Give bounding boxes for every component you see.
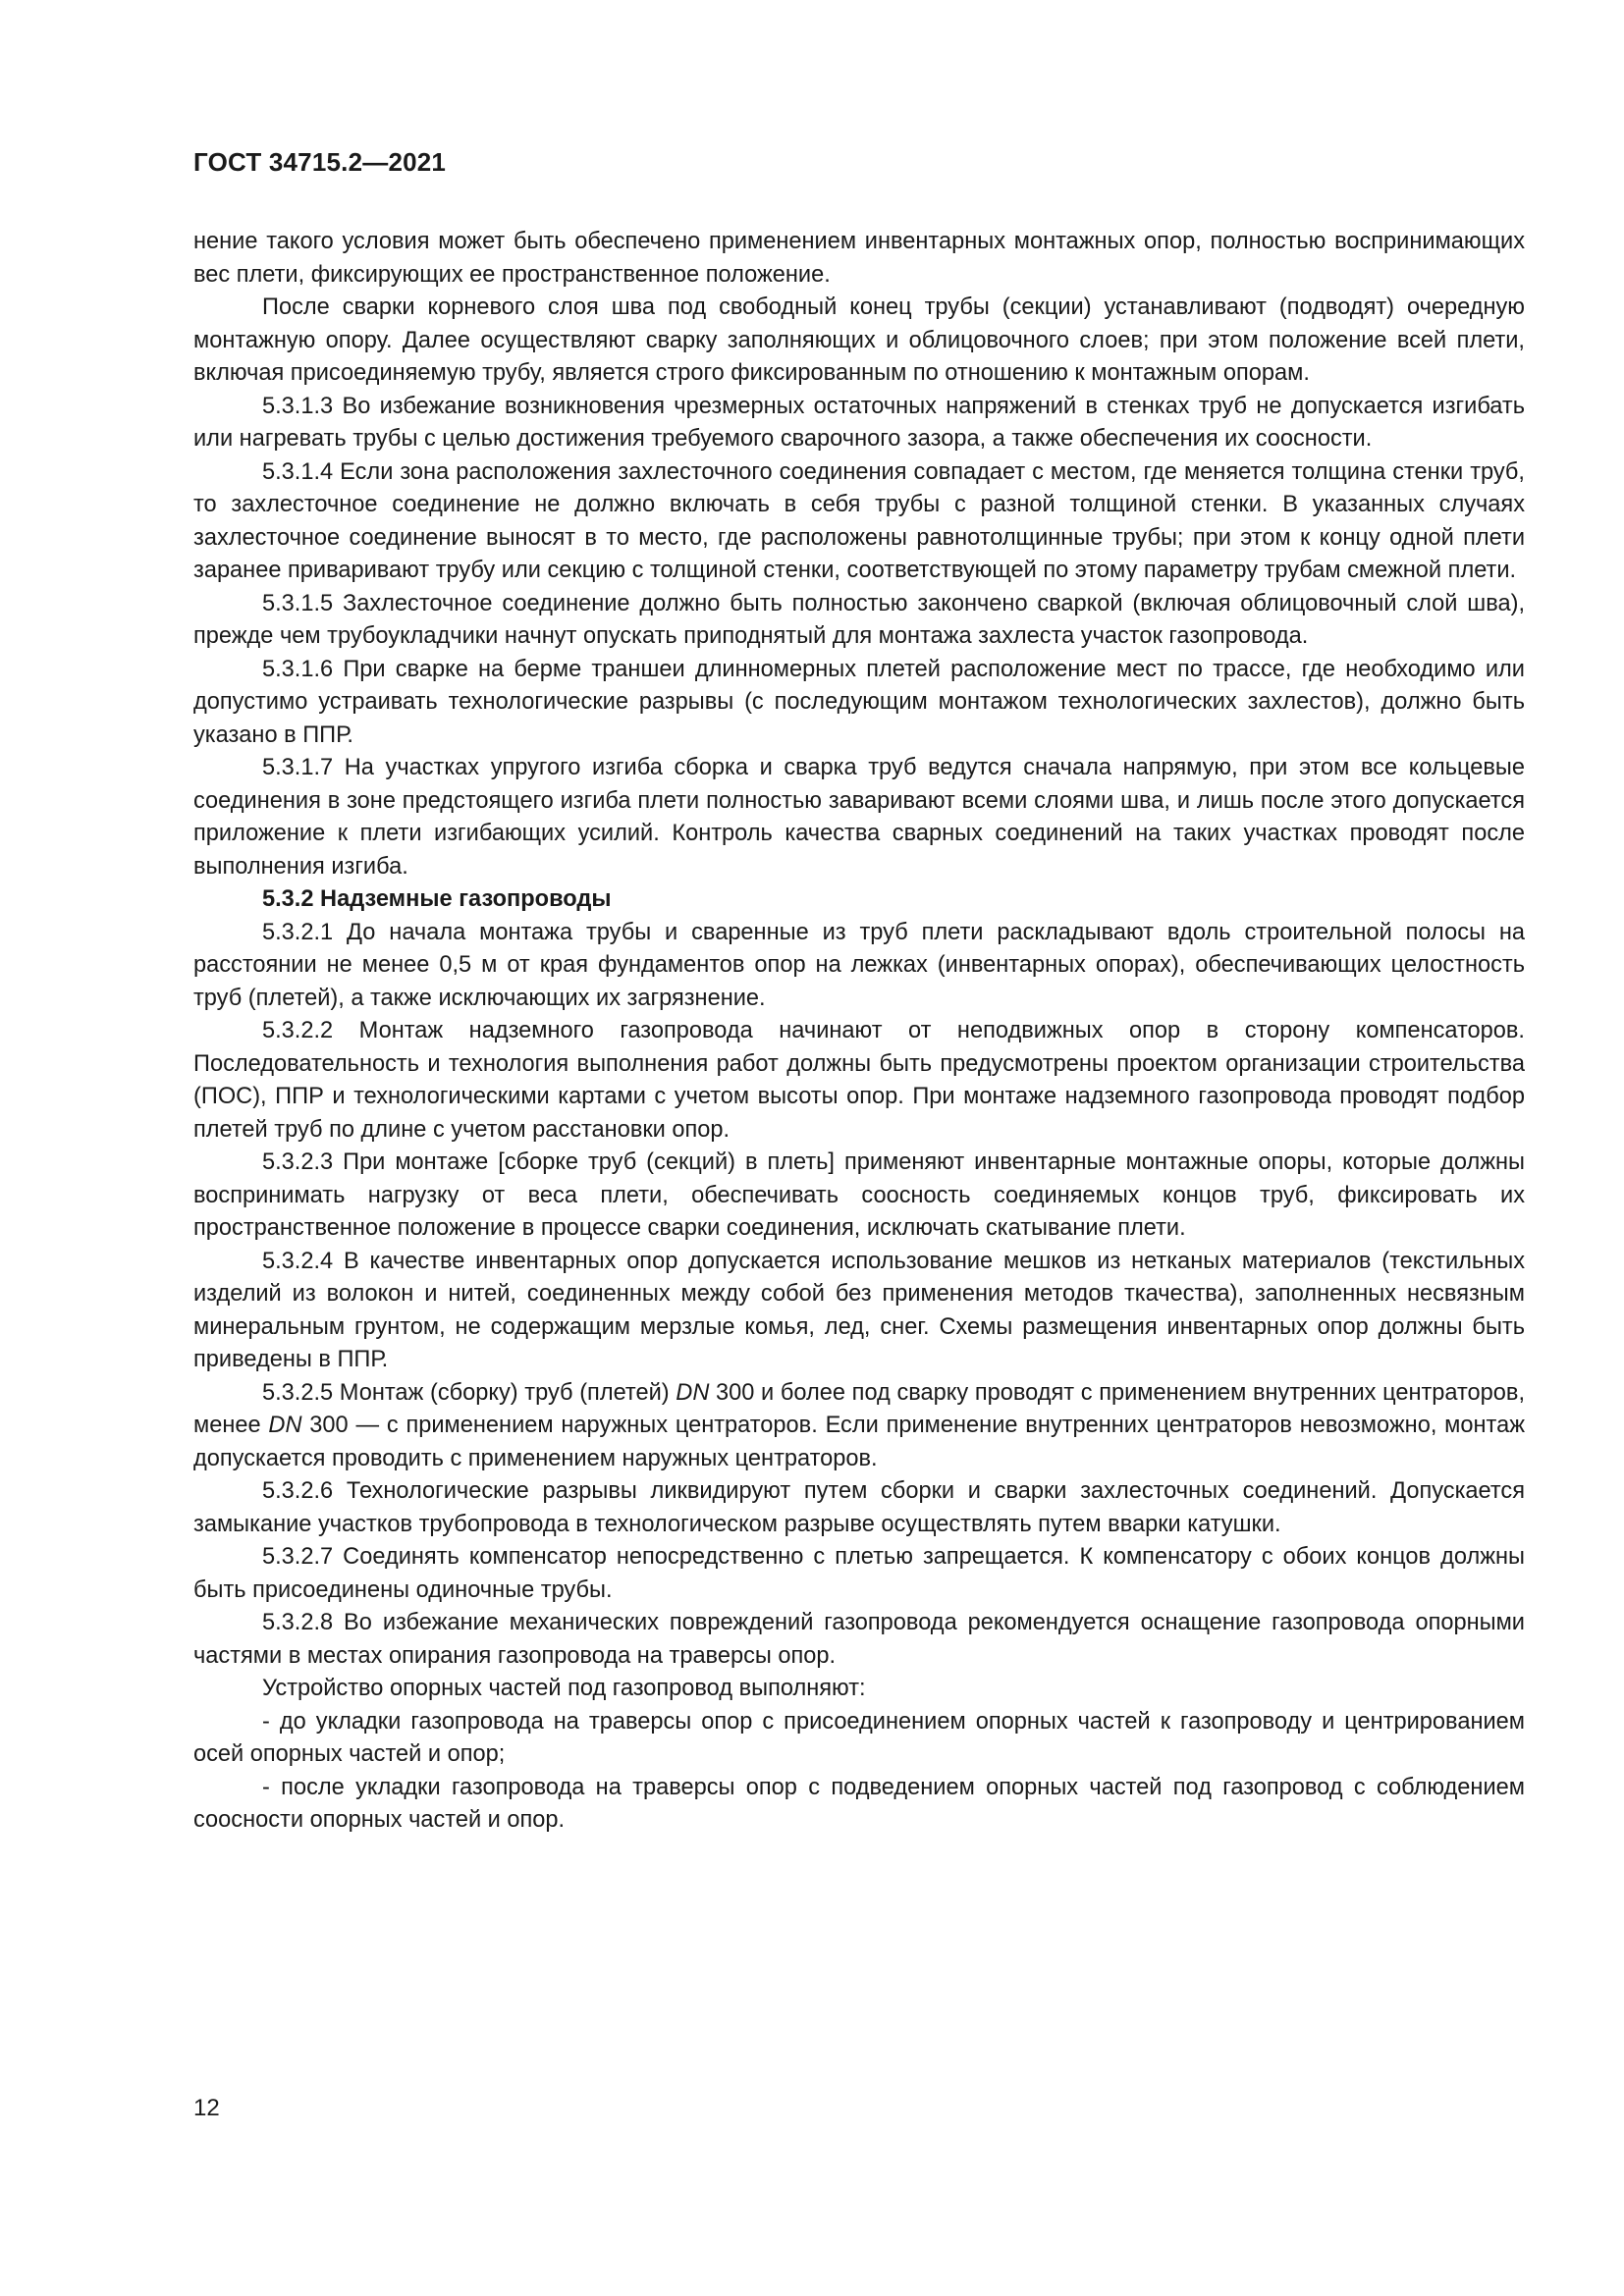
list-item-after-laying: - после укладки газопровода на траверсы опор с подведением опорных частей под газопровод с соблюдением соосности опорных частей и опор. [193,1774,1525,1833]
paragraph-5-3-2-5-part-a: 5.3.2.5 Монтаж (сборку) труб (плетей) [262,1379,677,1406]
paragraph-5-3-2-2: 5.3.2.2 Монтаж надземного газопровода начинают от неподвижных опор в сторону компенсаторов. Последовательность и технология выполнения работ должны быть предусмотрены проектом организации строительства (ПОС), ППР и технологическими картами с учетом высоты опор. При монтаже надземного газопровода проводят подбор плетей труб по длине с учетом расстановки опор. [193,1018,1525,1143]
paragraph-5-3-2-5-part-c: 300 — с применением наружных центраторов. Если применение внутренних центраторов невозможно, монтаж допускается проводить с применением наружных центраторов. [193,1413,1526,1471]
paragraph-support-parts: Устройство опорных частей под газопровод выполняют: [262,1676,866,1701]
paragraph-5-3-1-6: 5.3.1.6 При сварке на берме траншеи длинномерных плетей расположение мест по трассе, где необходимо или допустимо устраивать технологические разрывы (с последующим монтажом технологических захлестов), должно быть указано в ППР. [193,656,1525,748]
page-number: 12 [193,2095,220,2121]
list-item-before-laying: - до укладки газопровода на траверсы опор с присоединением опорных частей к газопроводу и центрированием осей опорных частей и опор; [193,1708,1525,1767]
paragraph-5-3-1-7: 5.3.1.7 На участках упругого изгиба сборка и сварка труб ведутся сначала напрямую, при этом все кольцевые соединения в зоне предстоящего изгиба плети полностью заваривают всеми слоями шва, и лишь после этого допускается приложение к плети изгибающих усилий. Контроль качества сварных соединений на таких участках проводят после выполнения изгиба. [193,755,1525,880]
paragraph-5-3-2-1: 5.3.2.1 До начала монтажа трубы и сваренные из труб плети раскладывают вдоль строительной полосы на расстоянии не менее 0,5 м от края фундаментов опор на лежках (инвентарных опорах), обеспечивающих целостность труб (плетей), а также исключающих их загрязнение. [193,919,1525,1011]
paragraph-5-3-2-6: 5.3.2.6 Технологические разрывы ликвидируют путем сборки и сварки захлесточных соединений. Допускается замыкание участков трубопровода в технологическом разрыве осуществлять путем вварки катушки. [193,1478,1525,1537]
document-page [193,0,1525,2296]
paragraph-5-3-2-8: 5.3.2.8 Во избежание механических повреждений газопровода рекомендуется оснащение газопровода опорными частями в местах опирания газопровода на траверсы опор. [193,1610,1525,1669]
document-header: ГОСТ 34715.2—2021 [193,147,447,177]
paragraph-5-3-1-5: 5.3.1.5 Захлесточное соединение должно быть полностью закончено сваркой (включая облицовочный слой шва), прежде чем трубоукладчики начнут опускать приподнятый для монтажа захлеста участок газопровода. [193,590,1525,649]
paragraph-5-3-2-5-part-b: 300 и более под сварку проводят с применением внутренних центраторов, менее [193,1379,1525,1438]
document-body [193,226,1525,1838]
dn-label: DN [676,1379,710,1406]
section-heading-5-3-2: 5.3.2 Надземные газопроводы [262,886,612,912]
paragraph-continuation: нение такого условия может быть обеспечено применением инвентарных монтажных опор, полностью воспринимающих вес плети, фиксирующих ее пространственное положение. [193,229,1525,288]
paragraph-5-3-1-3: 5.3.1.3 Во избежание возникновения чрезмерных остаточных напряжений в стенках труб не допускается изгибать или нагревать трубы с целью достижения требуемого сварочного зазора, а также обеспечения их соосности. [193,393,1525,452]
paragraph-5-3-2-7: 5.3.2.7 Соединять компенсатор непосредственно с плетью запрещается. К компенсатору с обоих концов должны быть присоединены одиночные трубы. [193,1544,1525,1603]
paragraph-5-3-2-4: 5.3.2.4 В качестве инвентарных опор допускается использование мешков из нетканых материалов (текстильных изделий из волокон и нитей, соединенных между собой без применения методов ткачества), заполненных несвязным минеральным грунтом, не содержащим мерзлые комья, лед, снег. Схемы размещения инвентарных опор должны быть приведены в ППР. [193,1248,1525,1372]
paragraph-root-layer: После сварки корневого слоя шва под свободный конец трубы (секции) устанавливают (подводят) очередную монтажную опору. Далее осуществляют сварку заполняющих и облицовочного слоев; при этом положение всей плети, включая присоединяемую трубу, является строго фиксированным по отношению к монтажным опорам. [193,294,1525,386]
paragraph-5-3-1-4: 5.3.1.4 Если зона расположения захлесточного соединения совпадает с местом, где меняется толщина стенки труб, то захлесточное соединение не должно включать в себя трубы с разной толщиной стенки. В указанных случаях захлесточное соединение выносят в то место, где расположены равнотолщинные трубы; при этом к концу одной плети заранее приваривают трубу или секцию с толщиной стенки, соответствующей по этому параметру трубам смежной плети. [193,458,1525,583]
paragraph-5-3-2-5 [193,1377,1525,1476]
paragraph-5-3-2-3: 5.3.2.3 При монтаже [сборке труб (секций) в плеть] применяют инвентарные монтажные опоры, которые должны воспринимать нагрузку от веса плети, обеспечивать соосность соединяемых концов труб, фиксировать их пространственное положение в процессе сварки соединения, исключать скатывание плети. [193,1149,1525,1241]
dn-label: DN [268,1413,302,1438]
